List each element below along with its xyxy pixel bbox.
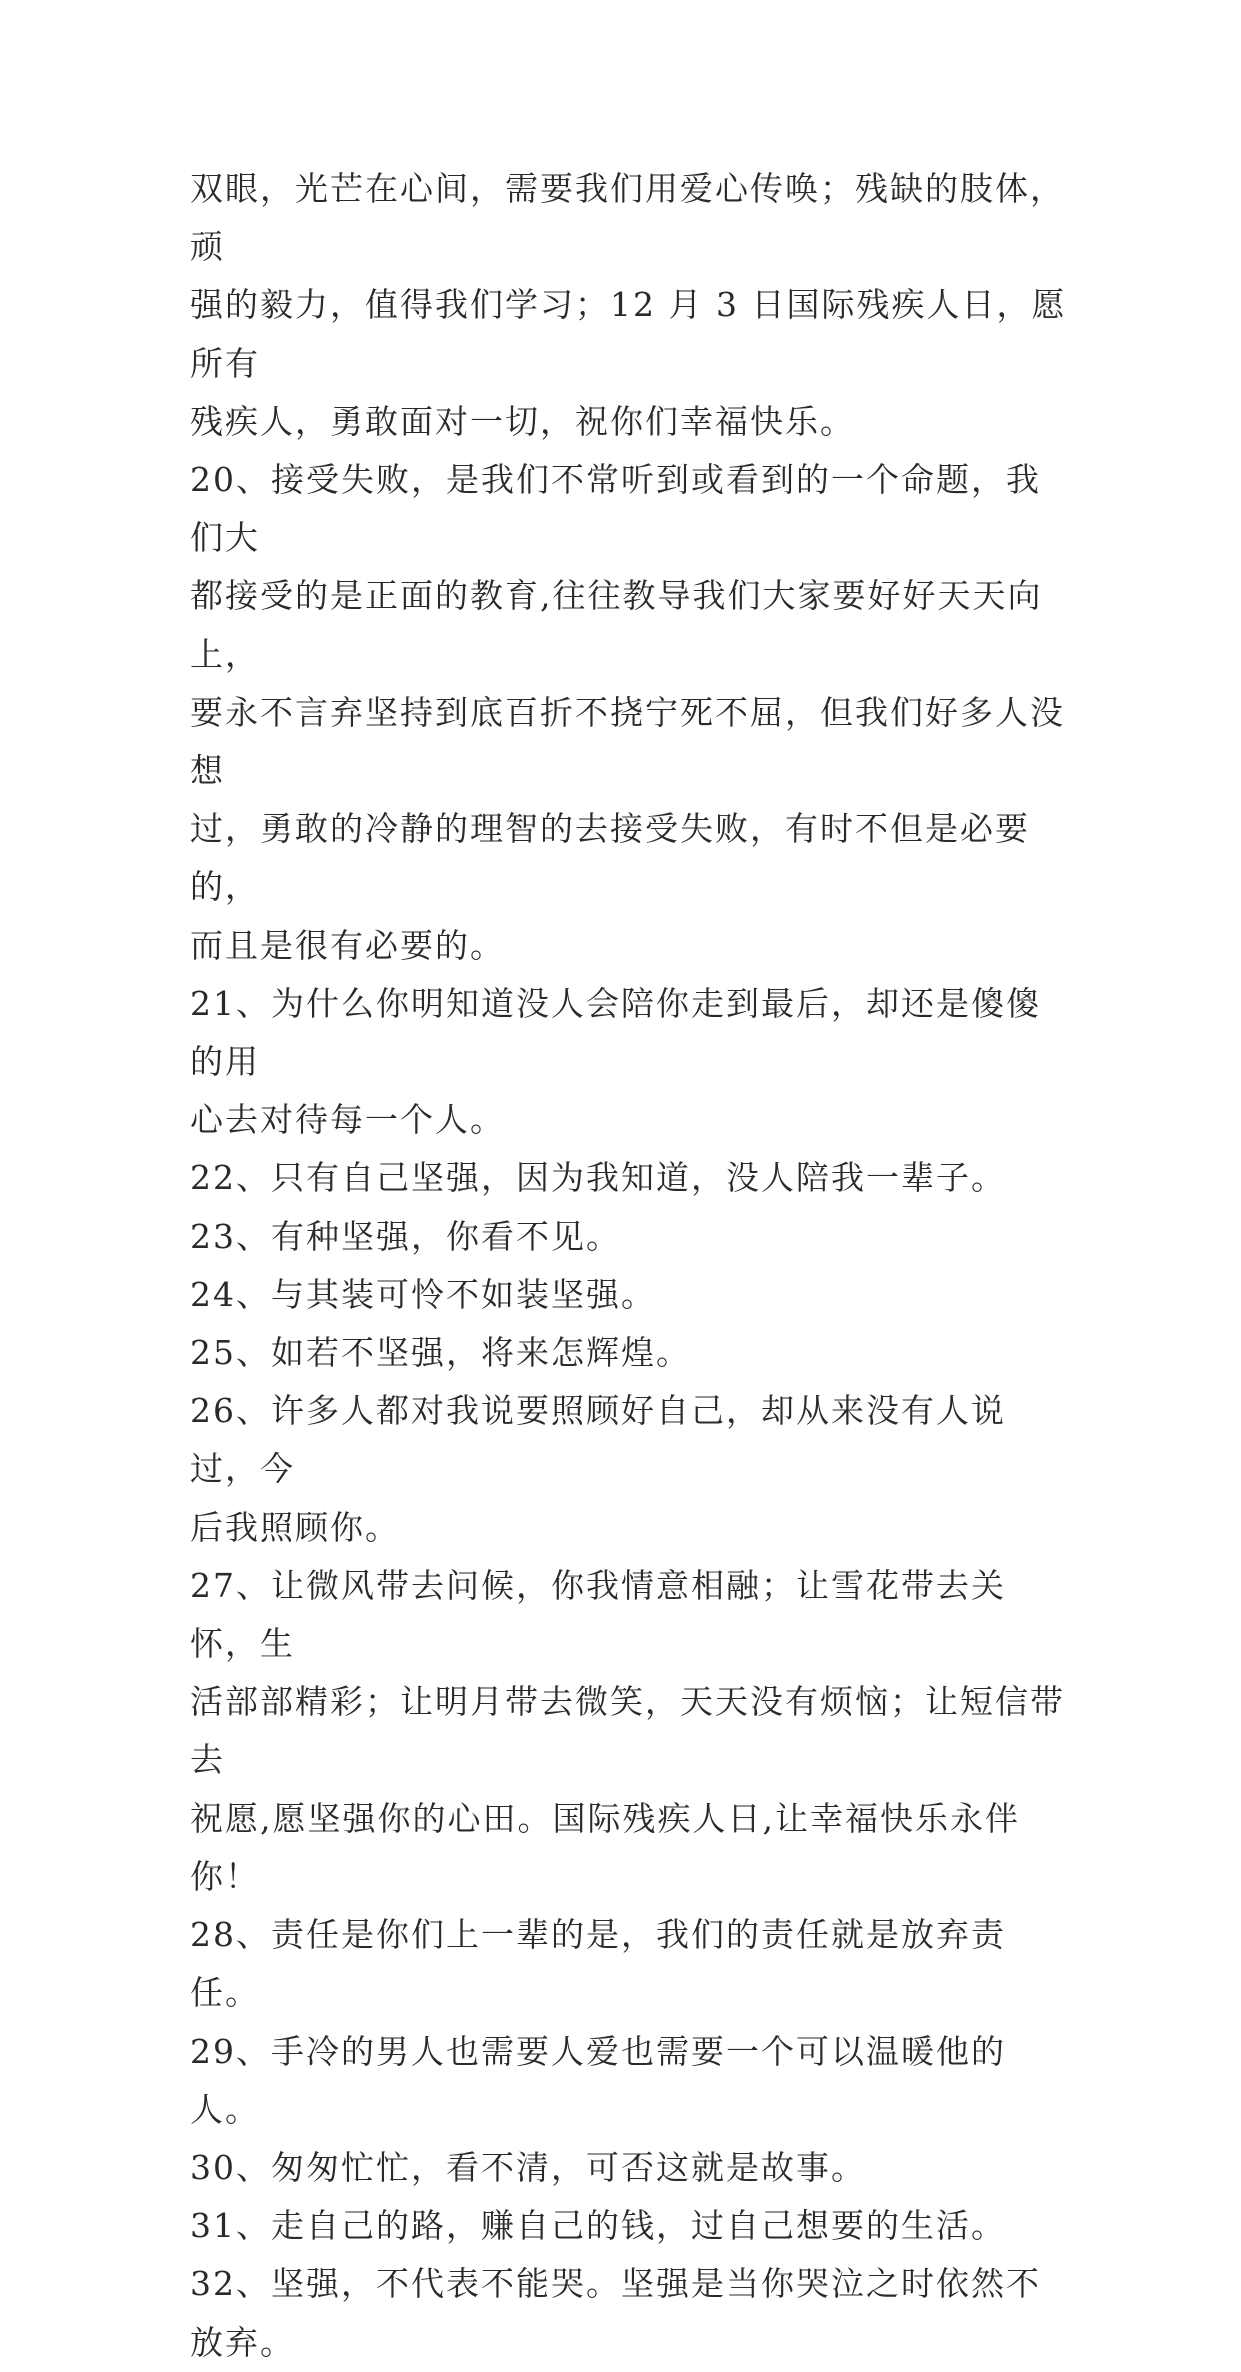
paragraph-intro: 双眼，光芒在心间，需要我们用爱心传唤；残缺的肢体，顽 强的毅力，值得我们学习；12 月 3 日国际残疾人日，愿所有 残疾人，勇敢面对一切，祝你们幸福快乐。 [190,169,1067,441]
list-item-27: 27、让微风带去问候，你我情意相融；让雪花带去关怀，生 活部部精彩；让明月带去微笑，天天没有烦恼；让短信带去 祝愿,愿坚强你的心田。国际残疾人日,让幸福快乐永伴你！ [190,1565,1065,1896]
list-item-25: 25、如若不坚强，将来怎辉煌。 [190,1333,691,1373]
list-item-32: 32、坚强，不代表不能哭。坚强是当你哭泣之时依然不放弃。 [190,2264,1041,2362]
list-item-31: 31、走自己的路，赚自己的钱，过自己想要的生活。 [190,2206,1006,2246]
list-item-21: 21、为什么你明知道没人会陪你走到最后，却还是傻傻的用 心去对待每一个人。 [190,983,1041,1140]
list-item-29: 29、手冷的男人也需要人爱也需要一个可以温暖他的人。 [190,2031,1006,2129]
list-item-20: 20、接受失败，是我们不常听到或看到的一个命题，我们大 都接受的是正面的教育,往往教导我们大家要好好天天向上， 要永不言弃坚持到底百折不挠宁死不屈，但我们好多人没想 过，勇敢的冷静的理智的去接受失败，有时不但是必要的， 而且是很有必要的。 [190,460,1065,965]
list-item-28: 28、责任是你们上一辈的是，我们的责任就是放弃责任。 [190,1915,1006,2013]
list-item-23: 23、有种坚强，你看不见。 [190,1216,621,1256]
list-item-30: 30、匆匆忙忙，看不清，可否这就是故事。 [190,2147,866,2187]
document-body [190,160,1070,2372]
list-item-22: 22、只有自己坚强，因为我知道，没人陪我一辈子。 [190,1158,1006,1198]
list-item-26: 26、许多人都对我说要照顾好自己，却从来没有人说过，今 后我照顾你。 [190,1391,1006,1547]
list-item-24: 24、与其装可怜不如装坚强。 [190,1274,656,1314]
